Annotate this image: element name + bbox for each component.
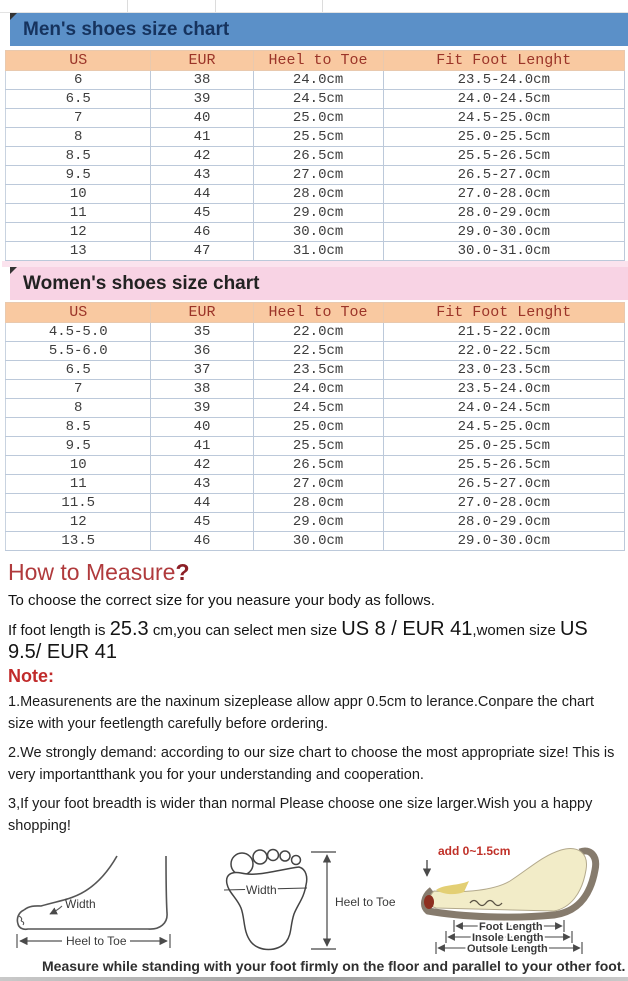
column-header-heel-to-toe: Heel to Toe	[253, 51, 383, 71]
table-row	[6, 323, 625, 342]
table-row	[6, 128, 625, 147]
table-row	[6, 532, 625, 551]
table-cell: 23.5-24.0cm	[383, 380, 624, 399]
table-row	[6, 109, 625, 128]
table-cell: 25.5cm	[253, 437, 383, 456]
table-cell: 27.0-28.0cm	[383, 494, 624, 513]
example-text: ,women size	[472, 622, 560, 639]
table-cell: 13	[6, 242, 151, 261]
table-cell: 28.0cm	[253, 185, 383, 204]
table-cell: 11.5	[6, 494, 151, 513]
table-cell: 31.0cm	[253, 242, 383, 261]
example-text: If foot length is	[8, 622, 110, 639]
table-cell: 29.0cm	[253, 513, 383, 532]
table-cell: 29.0-30.0cm	[383, 532, 624, 551]
toe-tip-accent	[424, 895, 434, 909]
table-cell: 44	[151, 185, 253, 204]
note-label: Note:	[8, 666, 54, 686]
footprint-width-label: Width	[246, 882, 277, 897]
table-header-row	[6, 303, 625, 323]
table-row	[6, 494, 625, 513]
table-cell: 22.0-22.5cm	[383, 342, 624, 361]
table-row	[6, 437, 625, 456]
table-cell: 26.5-27.0cm	[383, 475, 624, 494]
table-row	[6, 380, 625, 399]
table-cell: 27.0cm	[253, 166, 383, 185]
table-row	[6, 418, 625, 437]
table-cell: 22.5cm	[253, 342, 383, 361]
table-cell: 40	[151, 418, 253, 437]
table-cell: 23.5cm	[253, 361, 383, 380]
example-length-value: 25.3	[109, 618, 149, 640]
table-cell: 21.5-22.0cm	[383, 323, 624, 342]
table-cell: 47	[151, 242, 253, 261]
outsole-length-label: Outsole Length	[467, 942, 548, 955]
table-cell: 10	[6, 456, 151, 475]
gridline	[322, 0, 323, 12]
table-cell: 25.5cm	[253, 128, 383, 147]
table-cell: 4.5-5.0	[6, 323, 151, 342]
table-cell: 30.0cm	[253, 223, 383, 242]
table-cell: 24.5cm	[253, 399, 383, 418]
table-cell: 8.5	[6, 418, 151, 437]
foot-outline	[17, 856, 167, 929]
table-row	[6, 71, 625, 90]
column-header-fit-foot-lenght: Fit Foot Lenght	[383, 303, 624, 323]
example-text: cm,you can select men size	[148, 622, 342, 639]
table-row	[6, 399, 625, 418]
table-cell: 9.5	[6, 166, 151, 185]
table-row	[6, 475, 625, 494]
table-cell: 24.0cm	[253, 380, 383, 399]
cell-marker-icon	[10, 267, 17, 274]
table-cell: 46	[151, 532, 253, 551]
table-cell: 27.0cm	[253, 475, 383, 494]
table-cell: 26.5-27.0cm	[383, 166, 624, 185]
example-mens-size: US 8 / EUR 41	[341, 618, 473, 640]
table-cell: 38	[151, 71, 253, 90]
footprint-outline	[227, 867, 307, 950]
table-cell: 26.5cm	[253, 456, 383, 475]
width-pointer	[50, 906, 62, 914]
table-row	[6, 147, 625, 166]
heading-question-mark: ?	[175, 559, 190, 585]
cell-marker-icon	[10, 13, 17, 20]
table-row	[6, 166, 625, 185]
table-row	[6, 90, 625, 109]
spreadsheet-top-strip	[0, 0, 628, 13]
table-cell: 26.5cm	[253, 147, 383, 166]
column-header-us: US	[6, 303, 151, 323]
womens-chart-title: Women's shoes size chart	[23, 273, 260, 294]
table-cell: 11	[6, 204, 151, 223]
table-row	[6, 361, 625, 380]
table-cell: 7	[6, 380, 151, 399]
womens-chart-header	[10, 267, 628, 300]
table-cell: 45	[151, 204, 253, 223]
column-header-fit-foot-lenght: Fit Foot Lenght	[383, 51, 624, 71]
big-toe	[231, 853, 253, 875]
table-row	[6, 513, 625, 532]
table-cell: 30.0-31.0cm	[383, 242, 624, 261]
table-row	[6, 456, 625, 475]
table-cell: 42	[151, 456, 253, 475]
how-to-measure-heading	[8, 559, 620, 586]
toe	[253, 850, 267, 864]
table-cell: 29.0-30.0cm	[383, 223, 624, 242]
table-cell: 29.0cm	[253, 204, 383, 223]
note-item-1: 1.Measurenents are the naxinum sizeplease allow appr 0.5cm to lerance.Conpare the chart size with your feetlength carefully before ordering.	[8, 694, 594, 733]
table-cell: 43	[151, 166, 253, 185]
table-cell: 24.0cm	[253, 71, 383, 90]
side-foot-diagram	[10, 850, 210, 956]
table-cell: 5.5-6.0	[6, 342, 151, 361]
table-cell: 28.0-29.0cm	[383, 204, 624, 223]
gridline	[127, 0, 128, 12]
mens-chart-title: Men's shoes size chart	[23, 19, 230, 40]
table-cell: 6.5	[6, 361, 151, 380]
bottom-divider	[0, 977, 628, 981]
table-cell: 10	[6, 185, 151, 204]
table-cell: 40	[151, 109, 253, 128]
table-cell: 6	[6, 71, 151, 90]
column-header-eur: EUR	[151, 51, 253, 71]
measure-caption: Measure while standing with your foot firmly on the floor and parallel to your other foot.	[42, 957, 626, 974]
column-header-heel-to-toe: Heel to Toe	[253, 303, 383, 323]
table-cell: 9.5	[6, 437, 151, 456]
table-cell: 41	[151, 128, 253, 147]
table-cell: 41	[151, 437, 253, 456]
mens-size-table	[5, 50, 625, 261]
table-row	[6, 342, 625, 361]
side-heel-to-toe-label: Heel to Toe	[66, 933, 127, 948]
table-cell: 30.0cm	[253, 532, 383, 551]
table-cell: 27.0-28.0cm	[383, 185, 624, 204]
note-item-3: 3,If your foot breadth is wider than normal Please choose one size larger.Wish you a happy shopping!	[8, 795, 593, 835]
table-cell: 24.5-25.0cm	[383, 418, 624, 437]
table-cell: 25.5-26.5cm	[383, 456, 624, 475]
table-cell: 25.0-25.5cm	[383, 128, 624, 147]
table-cell: 25.0-25.5cm	[383, 437, 624, 456]
table-cell: 39	[151, 399, 253, 418]
table-cell: 6.5	[6, 90, 151, 109]
table-cell: 12	[6, 513, 151, 532]
table-cell: 24.0-24.5cm	[383, 90, 624, 109]
add-allowance-label: add 0~1.5cm	[438, 843, 511, 858]
notes-list	[8, 691, 620, 838]
side-width-label: Width	[65, 896, 96, 911]
toe	[292, 855, 301, 864]
table-cell: 43	[151, 475, 253, 494]
insole-length-label: Insole Length	[472, 931, 544, 944]
table-cell: 8	[6, 399, 151, 418]
table-cell: 22.0cm	[253, 323, 383, 342]
table-cell: 42	[151, 147, 253, 166]
table-row	[6, 204, 625, 223]
mens-chart-header	[10, 13, 628, 46]
mens-table-body	[6, 71, 625, 261]
table-cell: 28.0cm	[253, 494, 383, 513]
table-cell: 38	[151, 380, 253, 399]
table-cell: 36	[151, 342, 253, 361]
toe	[268, 849, 279, 860]
size-example-line	[8, 618, 620, 664]
table-cell: 12	[6, 223, 151, 242]
table-cell: 7	[6, 109, 151, 128]
table-cell: 44	[151, 494, 253, 513]
table-cell: 25.0cm	[253, 109, 383, 128]
table-cell: 23.0-23.5cm	[383, 361, 624, 380]
table-cell: 25.5-26.5cm	[383, 147, 624, 166]
table-cell: 25.0cm	[253, 418, 383, 437]
heading-text: How to Measure	[8, 559, 176, 585]
table-row	[6, 242, 625, 261]
measure-intro: To choose the correct size for you neasure your body as follows.	[8, 592, 435, 609]
note-item-2: 2.We strongly demand: according to our size chart to choose the most appropriate size! This is very importantthank you for your understanding and cooperation.	[8, 744, 615, 784]
table-header-row	[6, 51, 625, 71]
table-cell: 23.5-24.0cm	[383, 71, 624, 90]
table-cell: 24.5cm	[253, 90, 383, 109]
womens-table-body	[6, 323, 625, 551]
column-header-eur: EUR	[151, 303, 253, 323]
how-to-measure-section	[0, 551, 628, 838]
table-cell: 24.5-25.0cm	[383, 109, 624, 128]
toe-lines	[19, 916, 24, 925]
table-cell: 13.5	[6, 532, 151, 551]
table-cell: 46	[151, 223, 253, 242]
table-cell: 11	[6, 475, 151, 494]
column-header-us: US	[6, 51, 151, 71]
womens-size-table	[5, 302, 625, 551]
table-cell: 28.0-29.0cm	[383, 513, 624, 532]
table-cell: 45	[151, 513, 253, 532]
toe	[280, 851, 290, 861]
example-womens-size: US 9.5/ EUR 41	[8, 618, 588, 663]
table-cell: 39	[151, 90, 253, 109]
footprint-diagram	[215, 846, 407, 956]
gridline	[215, 0, 216, 12]
shoe-cutaway-diagram	[412, 840, 624, 956]
table-cell: 37	[151, 361, 253, 380]
footprint-heel-to-toe-label: Heel to Toe	[335, 894, 396, 909]
foot-length-label: Foot Length	[479, 920, 543, 933]
table-cell: 35	[151, 323, 253, 342]
table-row	[6, 185, 625, 204]
table-cell: 8.5	[6, 147, 151, 166]
measurement-diagrams	[0, 844, 628, 956]
table-cell: 8	[6, 128, 151, 147]
table-cell: 24.0-24.5cm	[383, 399, 624, 418]
table-row	[6, 223, 625, 242]
